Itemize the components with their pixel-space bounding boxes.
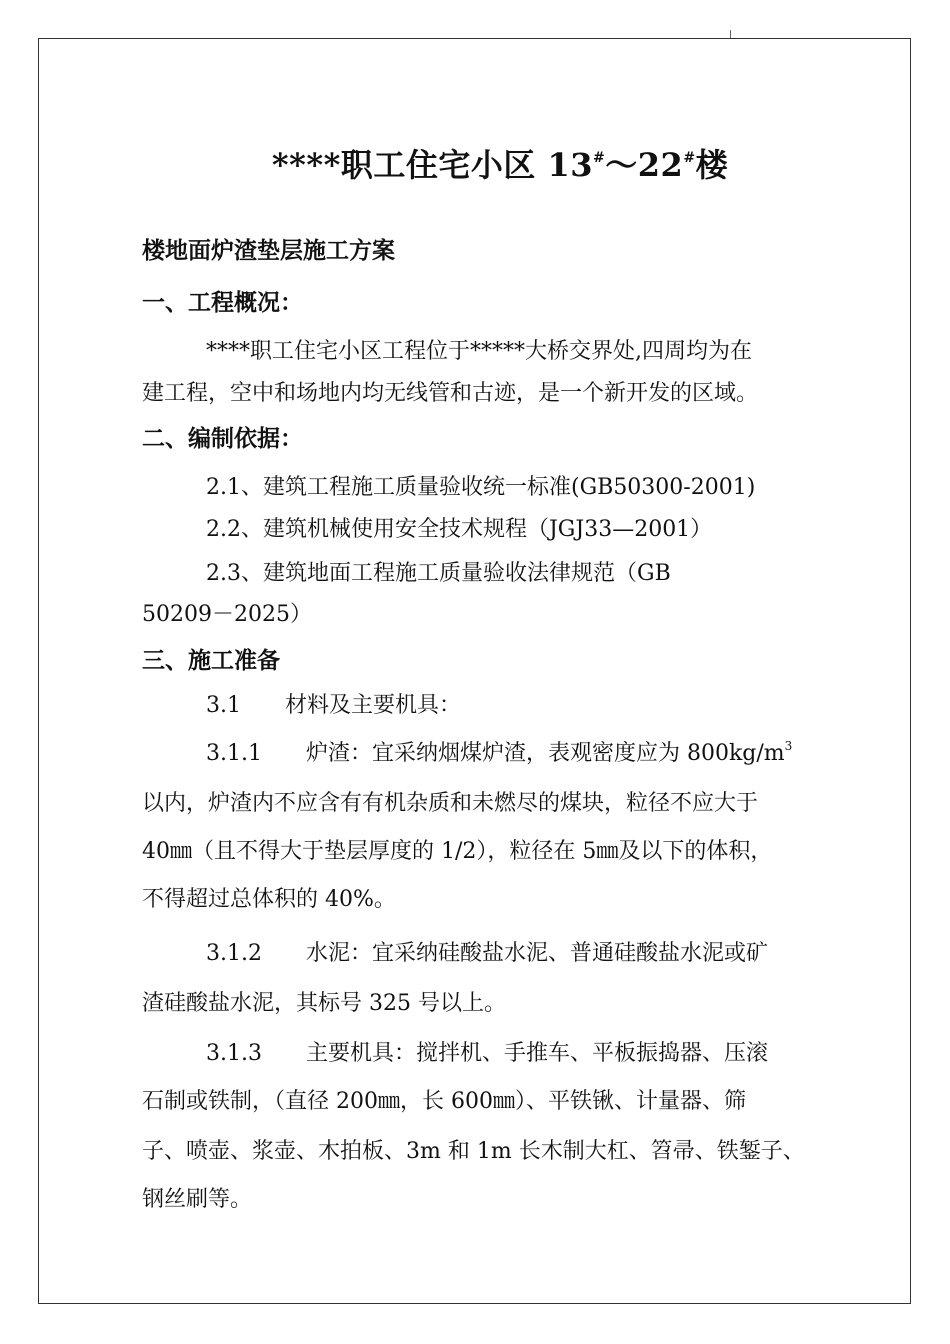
prep-3-1-1-line-1	[206, 736, 792, 767]
prep-3-1-2-line-1: 3.1.2 水泥：宜采纳硅酸盐水泥、普通硅酸盐水泥或矿	[206, 941, 768, 966]
title-suffix: 楼	[695, 146, 729, 184]
prep-3-1-1-line-3: 40㎜（且不得大于垫层厚度的 1/2），粒径在 5㎜及以下的体积，	[142, 839, 773, 864]
prep-3-1-1-line-1-text: 3.1.1 炉渣：宜采纳烟煤炉渣，表观密度应为 800kg/m	[206, 741, 785, 766]
prep-3-1-1-line-4: 不得超过总体积的 40%。	[142, 887, 396, 912]
title-sup-1: #	[593, 150, 606, 166]
basis-item-2: 2.2、建筑机械使用安全技术规程（JGJ33—2001）	[206, 517, 713, 542]
prep-3-1-3-line-4: 钢丝刷等。	[142, 1187, 253, 1212]
prep-3-1-1-line-2: 以内，炉渣内不应含有有机杂质和未燃尽的煤块，粒径不应大于	[142, 791, 759, 816]
prep-3-1-3-line-2: 石制或铁制，（直径 200㎜，长 600㎜）、平铁锹、计量器、筛	[142, 1089, 746, 1114]
cubic-superscript: 3	[784, 739, 793, 753]
overview-line-2: 建工程，空中和场地内均无线管和古迹，是一个新开发的区域。	[142, 381, 759, 406]
document-title	[0, 140, 950, 186]
corner-mark	[730, 30, 731, 38]
section-heading-overview: 一、工程概况：	[142, 289, 303, 316]
section-heading-basis: 二、编制依据：	[142, 425, 303, 452]
prep-3-1-3-line-3: 子、喷壶、浆壶、木拍板、3m 和 1m 长木制大杠、笤帚、铁錾子、	[142, 1139, 805, 1164]
overview-line-1: ****职工住宅小区工程位于*****大桥交界处,四周均为在	[206, 339, 752, 364]
basis-item-1: 2.1、建筑工程施工质量验收统一标准(GB50300-2001)	[206, 475, 756, 500]
prep-3-1-3-line-1: 3.1.3 主要机具：搅拌机、手推车、平板振捣器、压滚	[206, 1041, 768, 1066]
title-prefix: ****职工住宅小区 13	[271, 146, 594, 184]
title-sup-2: #	[683, 150, 696, 166]
prep-3-1-2-line-2: 渣硅酸盐水泥，其标号 325 号以上。	[142, 991, 506, 1016]
title-middle: ～22	[605, 146, 684, 184]
prep-sub-3-1: 3.1 材料及主要机具：	[206, 693, 461, 718]
basis-item-3-line-2: 50209－2025）	[142, 602, 312, 627]
document-subtitle: 楼地面炉渣垫层施工方案	[142, 237, 395, 264]
section-heading-prep: 三、施工准备	[142, 647, 280, 674]
basis-item-3-line-1: 2.3、建筑地面工程施工质量验收法律规范（GB	[206, 561, 671, 586]
